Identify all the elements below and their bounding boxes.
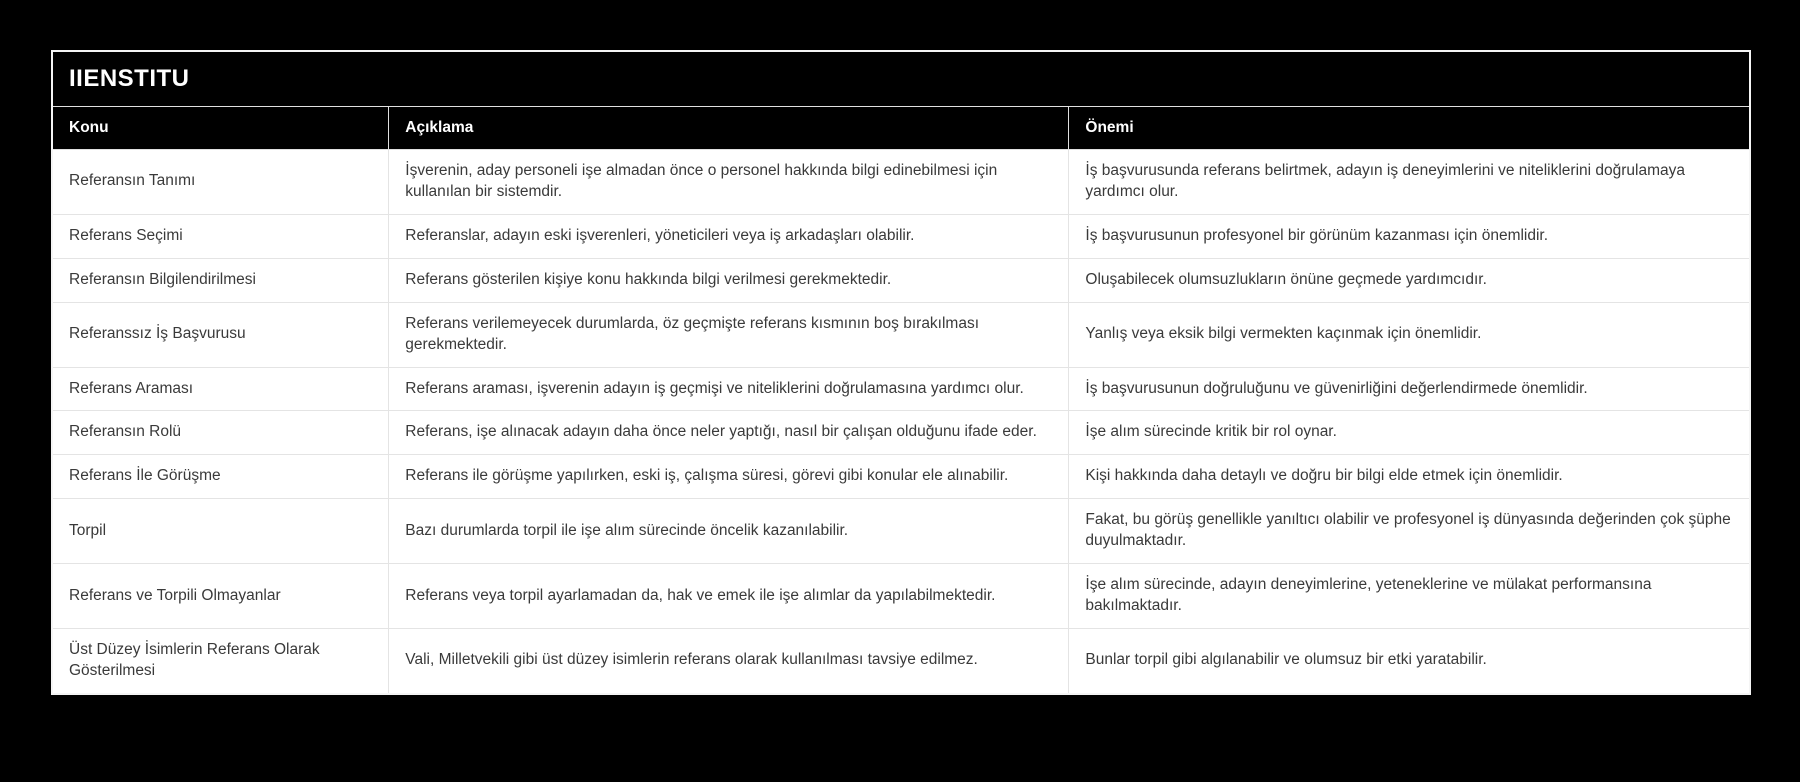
cell-konu: Referansın Bilgilendirilmesi xyxy=(53,258,389,302)
cell-onemi: İş başvurusunda referans belirtmek, adayın iş deneyimlerini ve niteliklerini doğrulamaya yardımcı olur. xyxy=(1069,150,1749,215)
column-header-konu: Konu xyxy=(53,107,389,150)
cell-onemi: Fakat, bu görüş genellikle yanıltıcı olabilir ve profesyonel iş dünyasında değerinden çok şüphe duyulmaktadır. xyxy=(1069,499,1749,564)
column-header-aciklama: Açıklama xyxy=(389,107,1069,150)
table-row xyxy=(53,367,1749,411)
column-header-onemi: Önemi xyxy=(1069,107,1749,150)
table-row xyxy=(53,628,1749,692)
cell-konu: Referanssız İş Başvurusu xyxy=(53,302,389,367)
cell-konu: Torpil xyxy=(53,499,389,564)
table-row xyxy=(53,455,1749,499)
cell-onemi: İşe alım sürecinde, adayın deneyimlerine, yeteneklerine ve mülakat performansına bakılmaktadır. xyxy=(1069,564,1749,629)
cell-aciklama: Referans veya torpil ayarlamadan da, hak ve emek ile işe alımlar da yapılabilmektedir. xyxy=(389,564,1069,629)
reference-table-panel xyxy=(51,50,1751,695)
cell-onemi: Yanlış veya eksik bilgi vermekten kaçınmak için önemlidir. xyxy=(1069,302,1749,367)
cell-aciklama: Referans araması, işverenin adayın iş geçmişi ve niteliklerini doğrulamasına yardımcı olur. xyxy=(389,367,1069,411)
cell-onemi: Bunlar torpil gibi algılanabilir ve olumsuz bir etki yaratabilir. xyxy=(1069,628,1749,692)
cell-aciklama: Referans ile görüşme yapılırken, eski iş, çalışma süresi, görevi gibi konular ele alınabilir. xyxy=(389,455,1069,499)
page-title: IIENSTITU xyxy=(53,52,1749,107)
table-row xyxy=(53,564,1749,629)
table-row xyxy=(53,302,1749,367)
cell-aciklama: Vali, Milletvekili gibi üst düzey isimlerin referans olarak kullanılması tavsiye edilmez. xyxy=(389,628,1069,692)
cell-konu: Referansın Tanımı xyxy=(53,150,389,215)
table-row xyxy=(53,214,1749,258)
cell-konu: Referans ve Torpili Olmayanlar xyxy=(53,564,389,629)
cell-onemi: İşe alım sürecinde kritik bir rol oynar. xyxy=(1069,411,1749,455)
cell-aciklama: Referans gösterilen kişiye konu hakkında bilgi verilmesi gerekmektedir. xyxy=(389,258,1069,302)
cell-aciklama: Referans, işe alınacak adayın daha önce neler yaptığı, nasıl bir çalışan olduğunu ifade eder. xyxy=(389,411,1069,455)
cell-onemi: Oluşabilecek olumsuzlukların önüne geçmede yardımcıdır. xyxy=(1069,258,1749,302)
table-row xyxy=(53,258,1749,302)
cell-konu: Üst Düzey İsimlerin Referans Olarak Gösterilmesi xyxy=(53,628,389,692)
cell-konu: Referans Araması xyxy=(53,367,389,411)
table-header-row xyxy=(53,107,1749,150)
table-row xyxy=(53,150,1749,215)
cell-aciklama: İşverenin, aday personeli işe almadan önce o personel hakkında bilgi edinebilmesi için kullanılan bir sistemdir. xyxy=(389,150,1069,215)
cell-onemi: Kişi hakkında daha detaylı ve doğru bir bilgi elde etmek için önemlidir. xyxy=(1069,455,1749,499)
cell-aciklama: Referans verilemeyecek durumlarda, öz geçmişte referans kısmının boş bırakılması gerekmektedir. xyxy=(389,302,1069,367)
reference-table xyxy=(53,107,1749,693)
cell-konu: Referans İle Görüşme xyxy=(53,455,389,499)
cell-onemi: İş başvurusunun profesyonel bir görünüm kazanması için önemlidir. xyxy=(1069,214,1749,258)
cell-onemi: İş başvurusunun doğruluğunu ve güvenirliğini değerlendirmede önemlidir. xyxy=(1069,367,1749,411)
cell-konu: Referans Seçimi xyxy=(53,214,389,258)
table-row xyxy=(53,411,1749,455)
cell-aciklama: Bazı durumlarda torpil ile işe alım sürecinde öncelik kazanılabilir. xyxy=(389,499,1069,564)
cell-aciklama: Referanslar, adayın eski işverenleri, yöneticileri veya iş arkadaşları olabilir. xyxy=(389,214,1069,258)
cell-konu: Referansın Rolü xyxy=(53,411,389,455)
table-row xyxy=(53,499,1749,564)
